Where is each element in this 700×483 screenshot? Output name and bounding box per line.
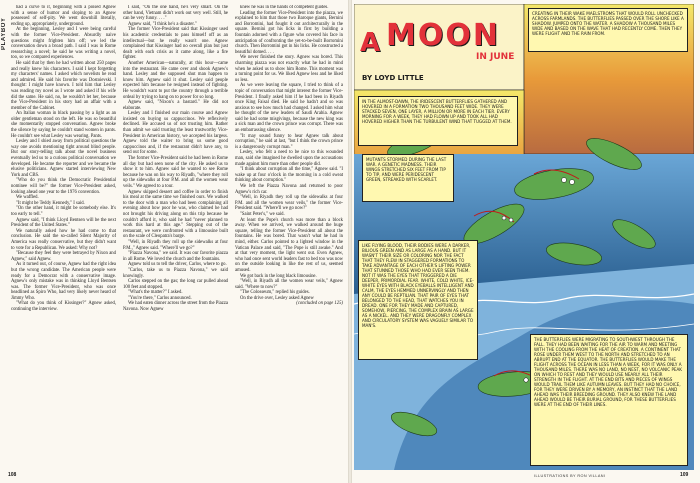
caption-migration: THE BUTTERFLIES WERE MIGRATING TO SOUTHWEST THROUGH THE FALL. THEY HAD BEEN WAITING FOR THE AIR TO WARM AND MEETING WITH THE COOLING FROM THE HEAT OF CREATION. A CONTINENT THAT ROSE UNDER THEM WEST TO THE NORTH AND STRETCHED TO AN ABRUPT END AT THE EQUATOR. THE BUTTERFLIES WOULD MAKE THE FLIGHT ACROSS THE OCEAN IN LESS THAN A WEEK, FOR IT WAS ONLY A THOUSAND MILES. THERE WAS NO LAND, NO NEST, NO VOLCANIC PEAK ON WHICH TO REST AND THEY WOULD USE NEARLY ALL THEIR STRENGTH IN THE FLIGHT. AT THE END BITS AND PIECES OF WINGS WOULD TRAIL THEM LIKE AUTUMN LEAVES. BUT THEY HAD NO CHOICE, FOR THEY WERE DRIVEN BY A MEMORY, AN INSTINCT THAT THE LAND AHEAD WAS THEIR BREEDING GROUND. THEY ALSO KNEW THE LAND AHEAD WOULD BE THEIR BURIAL GROUND, FOR THESE BUTTERFLIES WERE AT THE END OF THEIR LINES. [530, 334, 688, 466]
article-paragraph: Lesley and I finished our main course and Agnew insisted on buying us cappuccinos. We reflexively declined. He accused us of not trusting him. Rather than admit we said trusting the least trustworthy Vice-President in American history, we accepted his largess. Agnew told the waiter to bring us some good cappuccinos and, if the restaurant didn't have any, to send out for some. [123, 111, 228, 156]
article-paragraph: We naturally asked how he had come to that conclusion. He said the so-called Silent Majority of America was really conservative, but they didn't want to vote for a Republican. We asked: Why not? [11, 228, 116, 251]
article-paragraph: Agnew said, "I think Lloyd Bentsen will be the next President of the United States." [11, 217, 116, 229]
article-paragraph: "You're there," Carlos announced. [128, 295, 192, 301]
article-column-2 [123, 5, 228, 470]
magazine-running-head: PLAYBOY [1, 17, 7, 50]
article-paragraph: "Carlos, take us to Piazza Navona," we said knowingly. [123, 267, 228, 279]
caption-mutants: MUTANTS STORMED DURING THE LAST WAR. A GENETIC MADNESS. THEIR WINGS STRETCHED SIX FEET FROM TIP TO TIP, AND WERE PERIDESCENT GREEN, STREAKED WITH SCARLET. [362, 154, 454, 202]
continued-note: (concluded on page 125) [296, 301, 343, 307]
caption-right: CREATING IN THEIR WAKE MAELSTROMS THAT WOULD ROLL UNCHECKED ACROSS FARMLANDS. THE BUTTERFLIES PASSED OVER THE SHORE LIKE A SHADOW. JUMPED ONTO THE WATER. A SHADOW A THOUSAND MILES WIDE AND BASED ON THE WAVE THAT HAD RECENTLY COME. THEN THEY WERE FLIGHT AND THE RAIN FROM. [528, 8, 688, 52]
story-title-prefix: A [360, 28, 381, 58]
article-paragraph: "What's the matter?" I asked. [128, 290, 183, 296]
article-paragraph: "Well, in Riyadh they roll up the sidewalks at four P.M. and all the women wear veils," the former Vice-President said. "Where'll we go now?" [235, 195, 343, 212]
article-paragraph: "I think about corruption all the time," Agnew said. "I wake up at four o'clock in the morning in a cold sweat thinking about corruption." [235, 167, 343, 184]
article-paragraph: "What do you think of Kissinger?" Agnew asked, continuing the interview. [11, 301, 116, 313]
article-paragraph: We left the Piazza Navona and returned to poor Agnew's rich car. [235, 184, 343, 195]
caption-eyes: LIKE FLYING BLOOD, THEIR BODIES WERE A DARKER, BILIOUS GREEN AND AS LARGE AS A HAND. BUT IT WASN'T THEIR SIZE OR COLORING NOR THE FACT THAT THEY FLEW IN STAGGERED FORMATIONS TO TAKE ADVANTAGE OF EACH OTHER'S LIFTING POWER THAT STUNNED THOSE WHO HAD EVER SEEN THEM. NOT IT WAS THE EYES THAT TRIGGERED A DIE DEEPER, PRIMORDIAL FEAR. WHITE, COLD WHITE, ICE-WHITE EYES WITH BLACK EYEBALLS INTELLIGENT AND CALM, THE EYES HEMMED UNNERVINGLY AND THEN ANY COULD BE REPTILIAN. THAT PAIR OF EYES THAT BELONGED TO THE HEAD, THAT WATCHES YOU IN DREAD. ONE FOR THEY MADE AND CAPTURED, SOMEHOW, PIERCING, THE COMPLEX BRAIN AS LARGE AS A NICKEL. AND THEY WERE DRAGONFLY COMPLEX AND CIRCULATORY SYSTEM WAS VAGUELY SIMILAR TO MAN'S. [358, 240, 478, 360]
illustration-credit: ILLUSTRATIONS BY RON VILLANI [534, 474, 606, 478]
page-number-right: 109 [680, 472, 689, 478]
comic-illustration-page [354, 4, 694, 470]
article-paragraph: "Piazza Navona," we said. It was our favorite piazza in all Rome. We loved the church and the fountains. [123, 251, 228, 262]
article-paragraph: knew he was in the hands of competent guides. [240, 5, 329, 10]
article-paragraph: Lesley, who felt a need to be nice to this wounded man, said she imagined he dwelled upon the accusations made against him more than other people did. [235, 150, 343, 167]
article-paragraph: We never finished the story. Agnew was bored. This charming piazza was not exactly what he had in mind when he asked us to show him Rome. This moment was a turning point for us. We liked Agnew less and he liked us less. [235, 55, 343, 83]
article-paragraph: At the beginning, Lesley and I were being careful with the former Vice-President. Absurdly naive questions might frighten him off; we led the conversation down a broad path. I said I was in Rome researching a novel; he said he was writing a novel, too, so we compared experiences. [11, 27, 116, 61]
story-title-suffix: IN JUNE [476, 52, 515, 62]
article-paragraph: "Who do you think the Democratic Presidential nominee will be?" the former Vice-President asked, looking ahead one year to the 1976 convention. [11, 178, 116, 195]
article-paragraph: We got back in the long black limousine. [240, 273, 317, 279]
article-paragraph: Leading the former Vice-President into the piazza, we explained to him that those two Baroque giants, Bernini and Borromini, had fought it out architecturally in the square. Bernini got his licks in first by building a fountain adorned with a figure who covered his face in anticipation of confronting the yet-to-be-built Borromini church. Then Borromini got in his licks. He constructed a beautiful domed. . . . [235, 10, 343, 55]
article-paragraph: Lesley and I shied away from political questions the way one avoids mentioning tight around blind people. But our story-telling talk about the novel business eventually led us to a curious political conversation we developed. He became the reporter and we became the elusive politicians. Agnew started interviewing New York and CBS. [11, 139, 116, 178]
article-paragraph: The former Vice-President said he had been in Rome all day but had seen none of the city. He asked us to show it to him. Agnew said he wanted to see Rome because he was on his way to Riyadh, "where they roll up the sidewalks at four P.M. and all the women wear veils." We agreed to a tour. [123, 156, 228, 189]
article-paragraph: Another American—naturally, at this hour—came into the restaurant. He came over and shook Agnew's hand. Lesley and the supposed shut man happen to know him. Agnew said it shut. Lesley said people expected him because he resigned instead of fighting. He wouldn't want to put the country through a terrible ordeal by trying to hang on to power for so long. [123, 60, 228, 100]
article-paragraph: had a curve to it, beginning with a poised Agnew with a sense of humor and sloping to an Agnew possessed of self-pity. We went downhill literally, ending up, appropriately, underground. [11, 5, 116, 27]
article-paragraph: Agnew said, "I think he's a disaster." [128, 21, 197, 27]
article-paragraph: He said that by then he had written about 250 pages and really knew his characters. I said I kept forgetting my characters' names. I asked which novelists he read and admired. He said his favorite was Dostoievski. I thought: I might have known. I told him that Lesley was reading my novel as I wrote and asked if his wife did the same. He said, no, he wouldn't let her, because the Vice-President in his story had an affair with a member of the Cabinet. [11, 60, 116, 111]
article-column-3 [235, 5, 343, 470]
article-paragraph: "Well, in Riyadh all the women wear veils," Agnew said. "Where to now?" [235, 279, 343, 290]
article-paragraph: As it turned out, of course, Agnew had the right idea but the wrong candidate. The American people were ready for a Democrat with a conservative image. Agnew's only mistake was in thinking Lloyd Bentsen was. The former Vice-President, who was once headlined as Spiro Who, had very likely never heard of Jimmy Who. [11, 262, 116, 301]
article-paragraph: "Well, in Riyadh they roll up the sidewalks at four P.M.," Agnew said. "Where'll we go?" [123, 239, 228, 251]
caption-intro: IN THE ALMOST-DAWN, THE IRIDESCENT BUTTERFLIES GATHERED AND HOVERED IN A FORMATION TWO THOUSAND FEET WIDE. THEY WERE STACKED SEVEN, ONE LAYER, A MILLION OR MORE IN EACH TIER. EVERY MORNING FOR A WEEK, THEY HAD FLOWN UP AND TOOK ALL HAD HOVERED HIGHER THAN THE TURBULENT WIND THAT TUGGED AT THEM. [358, 96, 518, 146]
page-number-left: 108 [8, 472, 17, 478]
article-paragraph: "The Colosseum," replied his guides. [240, 290, 310, 296]
article-paragraph: "It may sound funny to hear Agnew talk about corruption," he said at last, "but I think the crown prince is a dangerously corrupt man." [235, 133, 343, 150]
article-column-1 [11, 5, 116, 470]
article-paragraph: Carlos stepped on the gas; the long car pulled ahead 100 feet and stopped. [123, 279, 228, 290]
article-paragraph: An Italian woman in black passing by a light as an older gentleman stood on the left. He was so beautiful she momentarily stopped conversation. Agnew broke the silence by saying he couldn't stand women in pants. He couldn't see what Lesley was wearing. Pants. [11, 111, 116, 139]
story-title: MOON [386, 18, 500, 53]
article-paragraph: On the drive over, Lesley asked Agnew [240, 295, 314, 301]
story-byline: BY LOYD LITTLE [362, 74, 424, 82]
article-paragraph: The former Vice-President said that Kissinger used his academic credentials to pass himself off as an intellectual—but he really wasn't one. Agnew complained that Kissinger had no overall plan but just dealt with each crisis as it came along, like a fire fighter. [123, 27, 228, 61]
article-paragraph: We had eaten dinner across the street from the Piazza Navona. Now Agnew [123, 301, 228, 313]
article-paragraph: Agnew skipped dessert and coffee in order to finish his meal at the same time we finished ours. We walked to the door with a man who had been complaining all evening about how poor he was, who claimed he had not brought his driving along on this trip because he couldn't afford it, who said he had "never planned to work this hard at this age." Stepping out of the restaurant, we were confronted with a limousine built on the scale of Cleopatra's barge. [123, 189, 228, 240]
article-paragraph: "On the other hand, it might be somebody else. It's too early to tell." [11, 206, 116, 217]
article-paragraph: We waffled. [16, 195, 39, 201]
article-paragraph: I said, "On the one hand, he's very smart. On the other hand, Vietnam didn't work out very well. Still, he can be very funny. . . ." [123, 5, 228, 22]
article-paragraph: At least the Pope's church was more than a block away. When we arrived, we walked around the huge square, telling the former Vice-President all about the fountains. He was bored. That wasn't what he had in mind, either. Carlos pointed to a lighted window in the Vatican Palace and said, "The Pope is still awake." And at that very moment, the light went out. Even Agnew, who had once sent world leaders fast to bed too was now on the outside looking in like the rest of us, seemed amused. [235, 217, 343, 273]
article-paragraph: Agnew told us to tell the driver, Carlos, where to go. [128, 262, 227, 268]
article-paragraph: "Saint Peter's," we said. [240, 211, 285, 217]
article-paragraph: "Because they feel they were betrayed by Nixon and Agnew," said Agnew. [11, 251, 116, 262]
article-paragraph: Agnew said, "Nixon's a bastard." He did not elaborate. [123, 100, 228, 111]
article-paragraph: "It might be Teddy Kennedy," I said. [16, 200, 85, 206]
page-gutter [348, 0, 352, 483]
article-paragraph: As we were leaving the square, I tried to think of a topic of conversation that might interest the former Vice-President. I finally asked him if he had been in Riyadh once King Faisal died. He said he hadn't and so was anxious to see how much had changed. I asked him what he thought of the new leaders of Saudi Arabia. Agnew said he had some misgivings, because the new king was a sick man and the crown prince was corrupt. There was an embarrassing silence. [235, 83, 343, 134]
